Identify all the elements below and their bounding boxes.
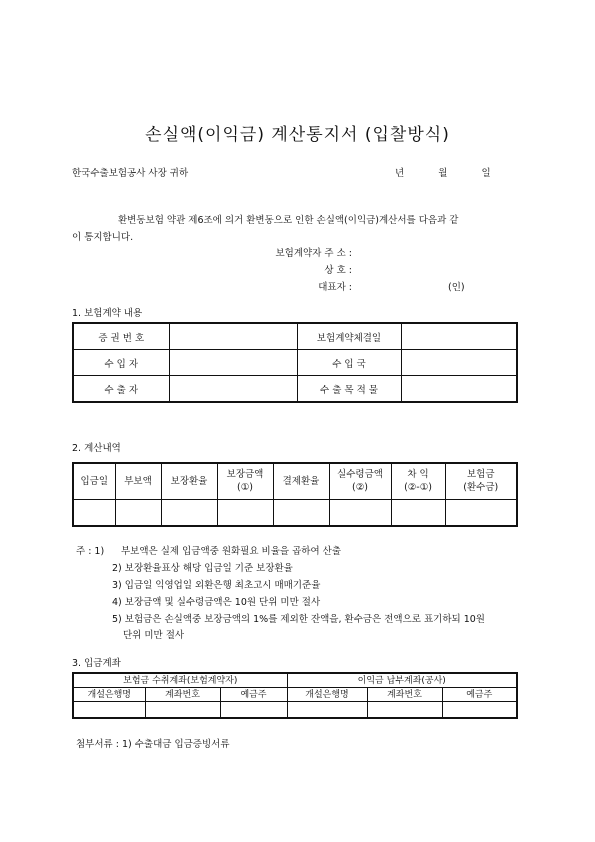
header-insured-amount: 부보액 [115,463,161,499]
notice-text-line1: 환변동보험 약관 제6조에 의거 환변동으로 인한 손실액(이익금)계산서를 다음과 같 [118,215,459,226]
account-holder-cell[interactable] [442,702,517,718]
table-header-row [73,688,517,702]
deposit-date-cell[interactable] [73,499,115,526]
addressee: 한국수출보험공사 사장 귀하 [72,168,189,179]
insurance-payout-cell[interactable] [445,499,517,526]
policy-number-label: 증 권 번 호 [73,323,169,350]
attachment-note: 첨부서류 : 1) 수출대금 입금증빙서류 [76,739,230,750]
policy-number-field[interactable] [169,323,297,350]
export-goods-field[interactable] [401,376,517,403]
notice-text-line2: 이 통지합니다. [72,232,134,243]
company-name-label: 상 호 : [324,265,352,276]
section3-heading: 3. 입금계좌 [72,658,121,669]
col-account-number: 계좌번호 [145,688,220,702]
account-holder-cell[interactable] [220,702,287,718]
table-header-row [73,463,517,499]
settlement-rate-cell[interactable] [273,499,329,526]
exporter-label: 수 출 자 [73,376,169,403]
table-header-row [73,673,517,688]
actual-amount-cell[interactable] [329,499,391,526]
col-account-holder: 예금주 [220,688,287,702]
importer-field[interactable] [169,350,297,376]
payment-account-group: 이익금 납부계좌(공사) [287,673,517,688]
difference-cell[interactable] [391,499,445,526]
header-settlement-rate: 결제환율 [273,463,329,499]
account-number-cell[interactable] [145,702,220,718]
date-line [395,165,491,179]
col-bank-name: 개설은행명 [73,688,145,702]
note-5-continued: 단위 미만 절사 [123,630,185,641]
header-deposit-date: 입금일 [73,463,115,499]
account-table [72,672,518,719]
date-month-label: 월 [438,168,448,179]
export-goods-label: 수 출 목 적 물 [297,376,401,403]
guaranteed-rate-cell[interactable] [161,499,217,526]
notes-label: 주 : 1) [76,546,105,557]
header-guaranteed-amount: 보장금액 (①) [217,463,273,499]
bank-name-cell[interactable] [287,702,367,718]
importer-label: 수 입 자 [73,350,169,376]
col-bank-name: 개설은행명 [287,688,367,702]
calculation-table [72,462,518,527]
header-guaranteed-rate: 보장환율 [161,463,217,499]
date-year-label: 년 [395,168,405,179]
insured-amount-cell[interactable] [115,499,161,526]
contract-date-label: 보험계약체결일 [297,323,401,350]
col-account-number: 계좌번호 [367,688,442,702]
seal-mark: (인) [448,282,465,293]
table-row [73,350,517,376]
contract-date-field[interactable] [401,323,517,350]
exporter-field[interactable] [169,376,297,403]
table-row [73,499,517,526]
note-1: 부보액은 실제 입금액중 원화필요 비율을 곱하여 산출 [121,546,342,557]
import-country-label: 수 입 국 [297,350,401,376]
note-5: 5) 보험금은 손실액중 보장금액의 1%를 제외한 잔액을, 환수금은 전액으로 표기하되 10원 [112,614,485,625]
section2-heading: 2. 계산내역 [72,443,121,454]
bank-name-cell[interactable] [73,702,145,718]
account-number-cell[interactable] [367,702,442,718]
note-3: 3) 입금일 익영업일 외환은행 최초고시 매매기준율 [112,580,321,591]
receiving-account-group: 보험금 수취계좌(보험계약자) [73,673,287,688]
note-4: 4) 보장금액 및 실수령금액은 10원 단위 미만 절사 [112,597,321,608]
representative-label: 대표자 : [318,282,352,293]
col-account-holder: 예금주 [442,688,517,702]
table-row [73,323,517,350]
import-country-field[interactable] [401,350,517,376]
contract-info-table [72,322,518,403]
table-row [73,702,517,718]
header-insurance-payout: 보험금 (환수금) [445,463,517,499]
header-actual-amount: 실수령금액 (②) [329,463,391,499]
address-label: 보험계약자 주 소 : [275,248,352,259]
header-difference: 차 익 (②-①) [391,463,445,499]
guaranteed-amount-cell[interactable] [217,499,273,526]
note-2: 2) 보장환율표상 해당 입금일 기준 보장환율 [112,563,293,574]
table-row [73,376,517,403]
document-title: 손실액(이익금) 계산통지서 (입찰방식) [145,125,450,145]
date-day-label: 일 [481,168,491,179]
section1-heading: 1. 보험계약 내용 [72,308,143,319]
